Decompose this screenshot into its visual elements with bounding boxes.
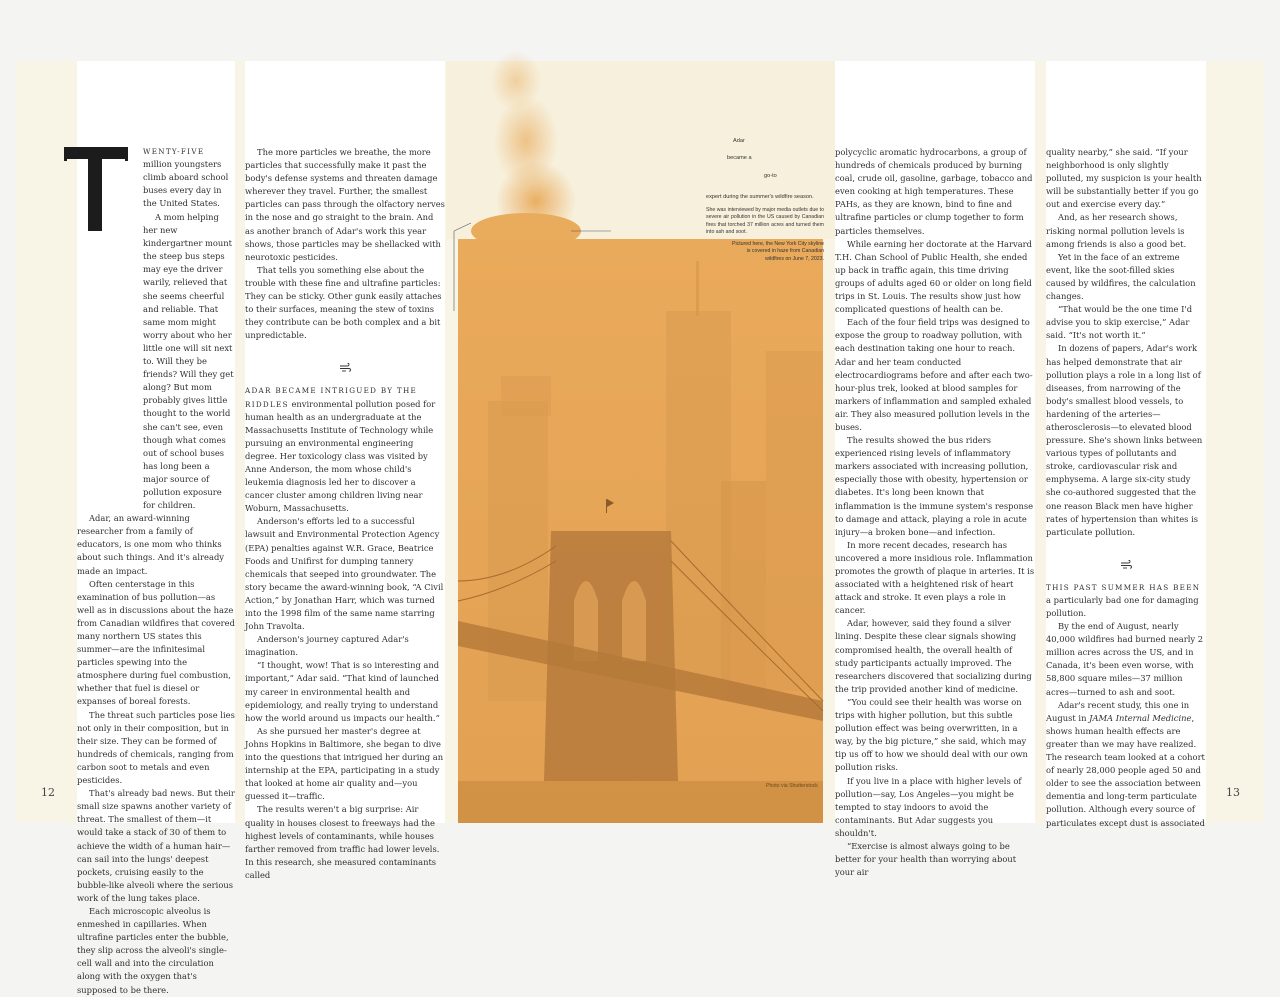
col4-paragraph [1046, 699, 1206, 830]
page-number-left: 12 [41, 786, 55, 799]
col4-paragraph: Yet in the face of an extreme event, like the soot-filled skies caused by wildfires, the calculation changes. [1046, 251, 1196, 302]
col3-paragraph: The results showed the bus riders experienced rising levels of inflammatory markers associated with increasing pollution, especially those with obesity, hypertension or diabetes. It's long been known that inflammation is the immune system's response to damage and attack, playing a role in acute injury—a broken bone—and infection. [835, 435, 1034, 537]
col3-paragraph: In more recent decades, research has uncovered a more insidious role. Inflammation promotes the growth of plaque in arteries. It is associated with a heightened risk of heart attack and stroke. It even plays a role in cancer. [835, 539, 1035, 616]
pull-last-line: expert during the summer's wildfire season. [706, 194, 814, 200]
hazy-skyline-photo [446, 61, 835, 823]
col4-section-text: a particularly bad one for damaging pollution. [1046, 594, 1199, 618]
section-ornament [1046, 559, 1206, 581]
col4-section-smallcaps: THIS PAST SUMMER HAS BEEN [1046, 582, 1201, 592]
col1-body [77, 211, 235, 997]
col2-paragraph: As she pursued her master's degree at Johns Hopkins in Baltimore, she began to dive into the questions that intrigued her during an internship at the EPA, participating in a study that looked at home air quality and—you guessed it—traffic. [245, 725, 444, 802]
photo-caption: Pictured here, the New York City skyline is covered in haze from Canadian wildfires on June 7, 2023. [732, 241, 824, 262]
col1-paragraph-text: A mom helping her new kindergartner mount the steep bus steps may eye the driver warily, relieved that she seems cheerful and reliable. That same mom might worry about who her little one will sit next to. Will they be friends? Will they get along? But mom probably gives little thought to the world she can't see, even though what comes out of school buses has long been a major source of pollution exposure for children. [143, 212, 234, 511]
col4-paragraph: quality nearby,” she said. “If your neighborhood is only slightly polluted, my suspicion is your health will be substantially better if you go out and exercise every day.” [1046, 147, 1202, 210]
col1-lead-smallcaps: WENTY-FIVE [143, 147, 205, 156]
pull-word: Adar [733, 138, 745, 144]
col2-paragraph: The more particles we breathe, the more particles that successfully make it past the body's defense systems and threaten damage wherever they travel. Further, the smallest particles can pass through the olfactory nerves in the nose and go straight to the brain. And as another branch of Adar's work this year shows, those particles may be shellacked with neurotoxic pesticides. [245, 147, 445, 262]
photo-credit: Photo via Shutterstock [766, 783, 818, 789]
col3-paragraph: While earning her doctorate at the Harvard T.H. Chan School of Public Health, she ended up back in traffic again, this time driving groups of adults aged 60 or older on long field trips in St. Louis. The results show just how complicated questions of health can be. [835, 238, 1033, 315]
col1-paragraph: Often centerstage in this examination of bus pollution—as well as in discussions about the haze from Canadian wildfires that covered many northern US states this summer—are the infinitesimal particles spewing into the atmosphere during fuel combustion, whether that fuel is diesel or expanses of boreal forests. [77, 578, 235, 707]
col4-paragraph: “That would be the one time I'd advise you to skip exercise,” Adar said. “It's not worth it.” [1046, 304, 1193, 341]
section-ornament [245, 362, 445, 384]
col2-paragraph: That tells you something else about the trouble with these fine and ultrafine particles: They can be sticky. Other gunk easily attaches to their surfaces, meaning the stew of toxins they contribute can be both complex and a bit unpredictable. [245, 264, 442, 341]
col3-paragraph: Adar, however, said they found a silver lining. Despite these clear signals showing compromised health, the overall health of study participants actually improved. The researchers discovered that socializing during the trip provided another kind of medicine. [835, 618, 1032, 694]
col3-paragraph: “You could see their health was worse on trips with higher pollution, but this subtle pollution effect was being overwritten, in a way, by the big picture,” she said, which may tip us off to how we should deal with our own pollution risks. [835, 696, 1028, 773]
col4-journal-name: JAMA Internal Medicine [1089, 712, 1192, 723]
wind-ornament-icon [1120, 559, 1132, 571]
page-number-right: 13 [1226, 786, 1240, 799]
col2-paragraph: “I thought, wow! That is so interesting and important,” Adar said. “That kind of launched my career in environmental health and epidemiology, and really trying to understand how the world around us impacts our health.” [245, 660, 440, 723]
col4-paragraph: By the end of August, nearly 40,000 wildfires had burned nearly 2 million acres across the US, and in Canada, it's been even worse, with 58,800 square miles—37 million acres—turned to ash and soot. [1046, 621, 1204, 697]
col4-study-pre: Adar's recent study, this one in August in [1046, 699, 1190, 723]
col2-paragraph: Anderson's journey captured Adar's imagination. [245, 634, 409, 658]
col1-paragraph: That's already bad news. But their small size spawns another variety of threat. The smallest of them—it would take a stack of 30 of them to achieve the width of a human hair—can sail into the lungs' deepest pockets, cruising easily to the bubble-like alveoli where the serious work of the lung takes place. [77, 788, 235, 903]
col2-body [245, 146, 445, 882]
col3-paragraph: polycyclic aromatic hydrocarbons, a group of hundreds of chemicals produced by burning coal, crude oil, gasoline, garbage, tobacco and even cooking at high temperatures. These PAHs, as they are known, bind to fine and ultrafine particles or clump together to form particles themselves. [835, 147, 1033, 236]
col3-paragraph: “Exercise is almost always going to be better for your health than worrying about your air [835, 840, 1017, 878]
col1-paragraph: Adar, an award-winning researcher from a family of educators, is one mom who thinks about such things. And it's already made an impact. [77, 513, 225, 576]
col2-paragraph: Anderson's efforts led to a successful lawsuit and Environmental Protection Agency (EPA) penalties against W.R. Grace, Beatrice Foods and Unifirst for dumping tannery chemicals that seeped into groundwater. The story became the award-winning book, “A Civil Action,” by Jonathan Harr, which was turned into the 1998 film of the same name starring John Travolta. [245, 516, 444, 632]
col3-paragraph: If you live in a place with higher levels of pollution—say, Los Angeles—you might be tempted to stay indoors to avoid the contaminants. But Adar suggests you shouldn't. [835, 775, 1022, 838]
pull-word: became a [727, 155, 752, 161]
col2-paragraph: The results weren't a big surprise: Air quality in houses closest to freeways had the highest levels of contaminants, while houses farther removed from traffic had lower levels. In this research, she measured contaminants called [245, 804, 440, 880]
col2-section-smallcaps: ADAR BECAME INTRIGUED BY THE RIDDLES [245, 386, 418, 409]
col4-paragraph: And, as her research shows, risking normal pollution levels is among friends is also a good bet. [1046, 212, 1187, 249]
col4-study-post: , shows human health effects are greater than we may have realized. The research team looked at a cohort of nearly 28,000 people aged 50 and older to see the association between dementia and long-term particulate pollution. Although every source of particulates except dust is associated [1046, 712, 1205, 828]
col1-lead-text: million youngsters climb aboard school buses every day in the United States. [143, 159, 229, 209]
col2-section-text: environmental pollution posed for human health as an undergraduate at the Massachusetts Institute of Technology while pursuing an environmental engineering degree. Her toxicology class was visited by Anne Anderson, the mom whose child's leukemia diagnosis led her to discover a cancer cluster among children living near Woburn, Massachusetts. [245, 398, 436, 514]
col1-paragraph [77, 211, 235, 512]
col3-paragraph: Each of the four field trips was designed to expose the group to roadway pollution, with each destination taking one hour to reach. Adar and her team conducted electrocardiograms before and after each two-hour-plus trek, looked at blood samples for markers of inflammation and sampled exhaled air. They also measured pollution levels in the buses. [835, 317, 1033, 432]
col4-body [1046, 146, 1206, 830]
col3-body [835, 146, 1035, 879]
caption-body: She was interviewed by major media outlets due to severe air pollution in the US caused by Canadian fires that torched 37 million acres and turned them into ash and soot. [706, 207, 824, 236]
pull-word: go-to [764, 173, 777, 179]
col4-paragraph: In dozens of papers, Adar's work has helped demonstrate that air pollution plays a role in a long list of diseases, from narrowing of the body's smallest blood vessels, to hardening of the arteries—atherosclerosis—to elevated blood pressure. She's shown links between various types of pollutants and stroke, cardiovascular risk and emphysema. A large six-city study she co-authored suggested that the one reason Black men have higher rates of hypertension than whites is particulate pollution. [1046, 343, 1203, 537]
col1-paragraph: Each microscopic alveolus is enmeshed in capillaries. When ultrafine particles enter the bubble, they slip across the alveoli's single-cell wall and into the circulation along with the oxygen that's supposed to be there. [77, 905, 229, 995]
col1-lead [143, 145, 235, 210]
wind-ornament-icon [339, 362, 351, 374]
col1-paragraph: The threat such particles pose lies not only in their composition, but in their size. They can be formed of hundreds of chemicals, ranging from carbon soot to metals and even pesticides. [77, 709, 235, 786]
